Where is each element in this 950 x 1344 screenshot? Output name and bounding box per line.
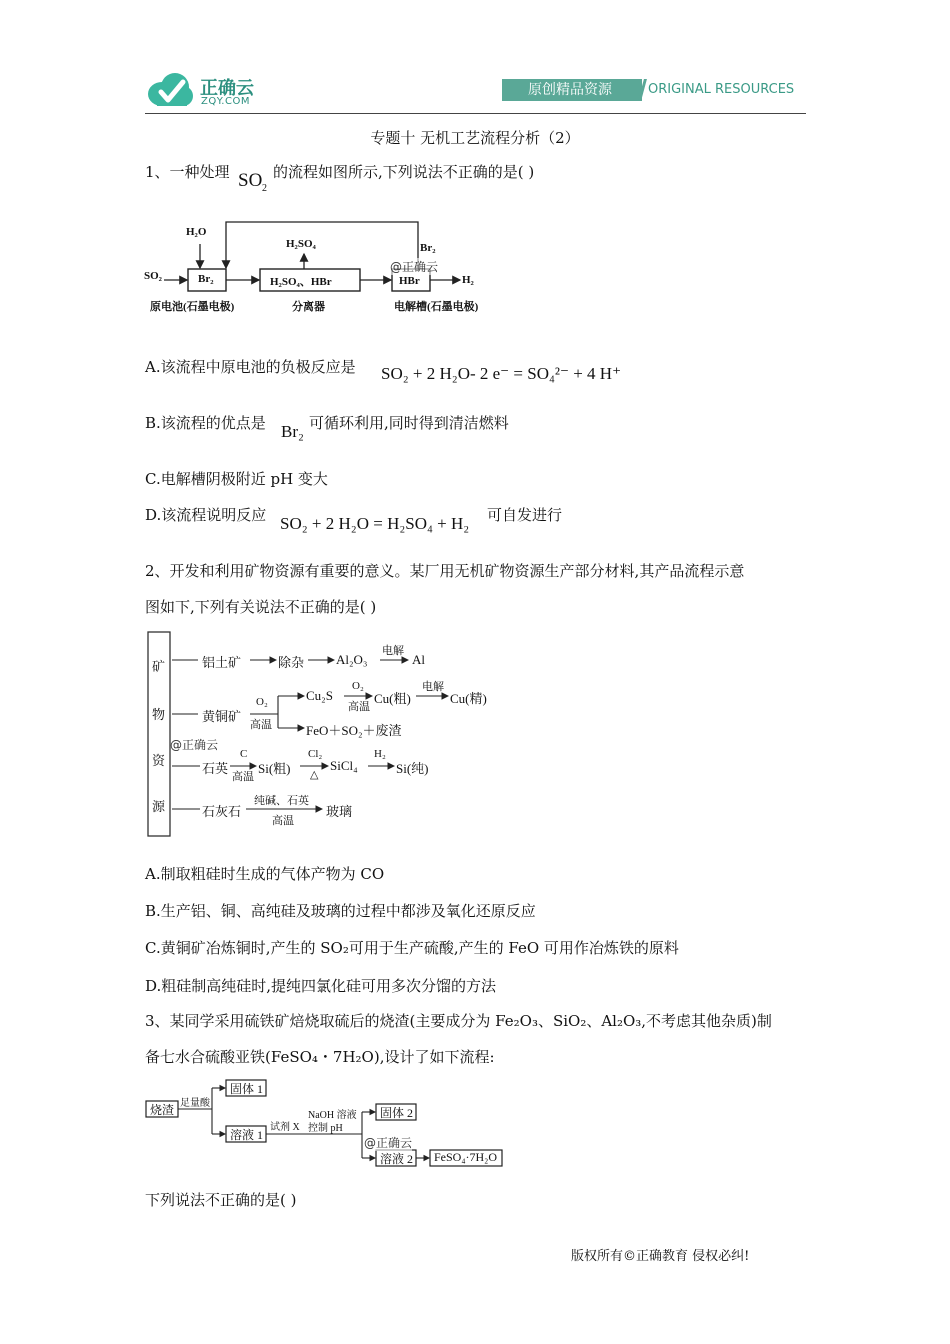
q2-side-3: 资 (152, 753, 166, 768)
q1-optD-tail: 可自发进行 (487, 506, 563, 524)
q1-stem-b: 的流程如图所示,下列说法不正确的是( ) (273, 163, 535, 181)
banner-cn: 原创精品资源 (528, 82, 612, 98)
q1-diagram (142, 214, 512, 319)
q2-r3-cond-bot: 高温 (232, 771, 254, 783)
q3-stem-line1: 3、某同学采用硫铁矿焙烧取硫后的烧渣(主要成分为 Fe₂O₃、SiO₂、Al₂O₃,不考虑其他杂质)制 (145, 1012, 772, 1030)
q2-r2-cond2-top: O₂ (352, 680, 364, 692)
q2-optD: D.粗硅制高纯硅时,提纯四氯化硅可用多次分馏的方法 (145, 977, 497, 995)
header-rule (145, 113, 806, 114)
q1-so2: SO₂ (144, 270, 162, 282)
q2-r2-c: Cu(粗) (374, 691, 411, 706)
q2-stem-line2: 图如下,下列有关说法不正确的是( ) (145, 598, 377, 616)
q2-r1-c: Al₂O₃ (336, 652, 368, 667)
q2-r4-b: 玻璃 (326, 804, 353, 819)
q2-r4-cond-bot: 高温 (272, 815, 294, 827)
q1-stem-a: 1、一种处理 (145, 163, 230, 181)
q1-br2: Br₂ (420, 242, 436, 254)
cloud-logo-icon (145, 70, 195, 110)
q1-optB-tail: 可循环利用,同时得到清洁燃料 (309, 414, 509, 432)
q3-tail: 下列说法不正确的是( ) (145, 1191, 297, 1209)
logo-name: 正确云 (200, 78, 254, 99)
q2-stem-line1: 2、开发和利用矿物资源有重要的意义。某厂用无机矿物资源生产部分材料,其产品流程示意 (145, 562, 745, 580)
q2-r3-cond3: H₂ (374, 748, 386, 760)
q2-r2-cond-bot: 高温 (250, 719, 272, 731)
q1-box3: HBr (399, 275, 420, 287)
q3-product: FeSO₄·7H₂O (434, 1150, 498, 1164)
q2-side-2: 物 (152, 707, 166, 722)
header (0, 0, 950, 120)
q1-h2o: H₂O (186, 226, 207, 238)
q2-r3-d: Si(纯) (396, 761, 429, 776)
q2-r2-b: Cu₂S (306, 688, 333, 703)
q3-sol2: 溶液 2 (380, 1152, 414, 1166)
q1-stem-sub: 2 (262, 183, 267, 194)
q1-optC: C.电解槽阴极附近 pH 变大 (145, 470, 328, 488)
q3-cond1: 足量酸 (180, 1098, 210, 1109)
q3-cond3-top: NaOH 溶液 (308, 1110, 357, 1121)
q3-cond2: 试剂 X (270, 1122, 300, 1133)
q3-cond3-bot: 控制 pH (308, 1123, 343, 1134)
q1-box2: H₂SO₄、HBr (270, 276, 332, 288)
q2-r3-a: 石英 (202, 761, 229, 776)
q3-diagram (144, 1076, 509, 1172)
q1-h2so4: H₂SO₄ (286, 238, 316, 250)
q2-r2-cond3: 电解 (422, 681, 444, 693)
q2-r4-a: 石灰石 (202, 804, 242, 819)
q3-watermark: @正确云 (364, 1136, 413, 1150)
q1-label3: 电解槽(石墨电极) (394, 301, 479, 313)
logo-domain: ZQY.COM (201, 96, 250, 107)
q2-r4-cond-top: 纯碱、石英 (254, 795, 309, 807)
q2-r3-cond2-bot: △ (310, 769, 319, 781)
q2-r1-b: 除杂 (278, 655, 305, 670)
q1-box1: Br₂ (198, 273, 214, 285)
q2-optC: C.黄铜矿冶炼铜时,产生的 SO₂可用于生产硫酸,产生的 FeO 可用作冶炼铁的原料 (145, 939, 679, 957)
q2-r1-a: 铝土矿 (202, 655, 242, 670)
q1-label2: 分离器 (292, 301, 325, 313)
q2-r2-cond2-bot: 高温 (348, 701, 370, 713)
q2-r3-c: SiCl₄ (330, 758, 358, 773)
q2-side-1: 矿 (152, 659, 166, 674)
q2-watermark: @正确云 (170, 738, 219, 752)
q1-h2: H₂ (462, 274, 474, 286)
footer-copyright: 版权所有©正确教育 侵权必纠! (571, 1249, 750, 1264)
q3-stem-line2: 备七水合硫酸亚铁(FeSO₄・7H₂O),设计了如下流程: (145, 1048, 495, 1066)
q2-r2-cond-top: O₂ (256, 696, 268, 708)
q1-optB-text: B.该流程的优点是 (145, 414, 266, 432)
q1-label1: 原电池(石墨电极) (150, 301, 235, 313)
q1-optA-formula: SO₂ + 2 H₂O- 2 e⁻ = SO₄²⁻ + 4 H⁺ (381, 364, 622, 383)
q2-r1-cond: 电解 (382, 645, 404, 657)
q2-r3-cond2-top: Cl₂ (308, 748, 323, 760)
banner-en: ORIGINAL RESOURCES (648, 82, 795, 97)
q2-r2-a: 黄铜矿 (202, 709, 242, 724)
q2-side-4: 源 (152, 799, 166, 814)
q1-optD-text: D.该流程说明反应 (145, 506, 267, 524)
q2-r2-e: FeO＋SO₂＋废渣 (306, 723, 402, 738)
q1-optA-text: A.该流程中原电池的负极反应是 (145, 358, 356, 376)
q1-optD-formula: SO₂ + 2 H₂O = H₂SO₄ + H₂ (280, 514, 470, 533)
q2-r1-d: Al (412, 652, 425, 667)
q2-r3-b: Si(粗) (258, 761, 291, 776)
q2-diagram (146, 630, 506, 838)
q2-r3-cond-top: C (240, 748, 248, 760)
q2-optB: B.生产铝、铜、高纯硅及玻璃的过程中都涉及氧化还原反应 (145, 902, 536, 920)
q2-r2-d: Cu(精) (450, 691, 487, 706)
q2-optA: A.制取粗硅时生成的气体产物为 CO (145, 865, 385, 883)
q3-box-start: 烧渣 (150, 1103, 175, 1117)
q1-watermark: @正确云 (390, 260, 439, 274)
q1-optB-formula: Br₂ (281, 422, 304, 441)
q3-solid2: 固体 2 (380, 1106, 414, 1120)
q3-sol1: 溶液 1 (230, 1128, 264, 1142)
q1-stem-formula: SO (238, 170, 263, 191)
q3-solid1: 固体 1 (230, 1082, 264, 1096)
page-title: 专题十 无机工艺流程分析（2） (370, 129, 580, 147)
